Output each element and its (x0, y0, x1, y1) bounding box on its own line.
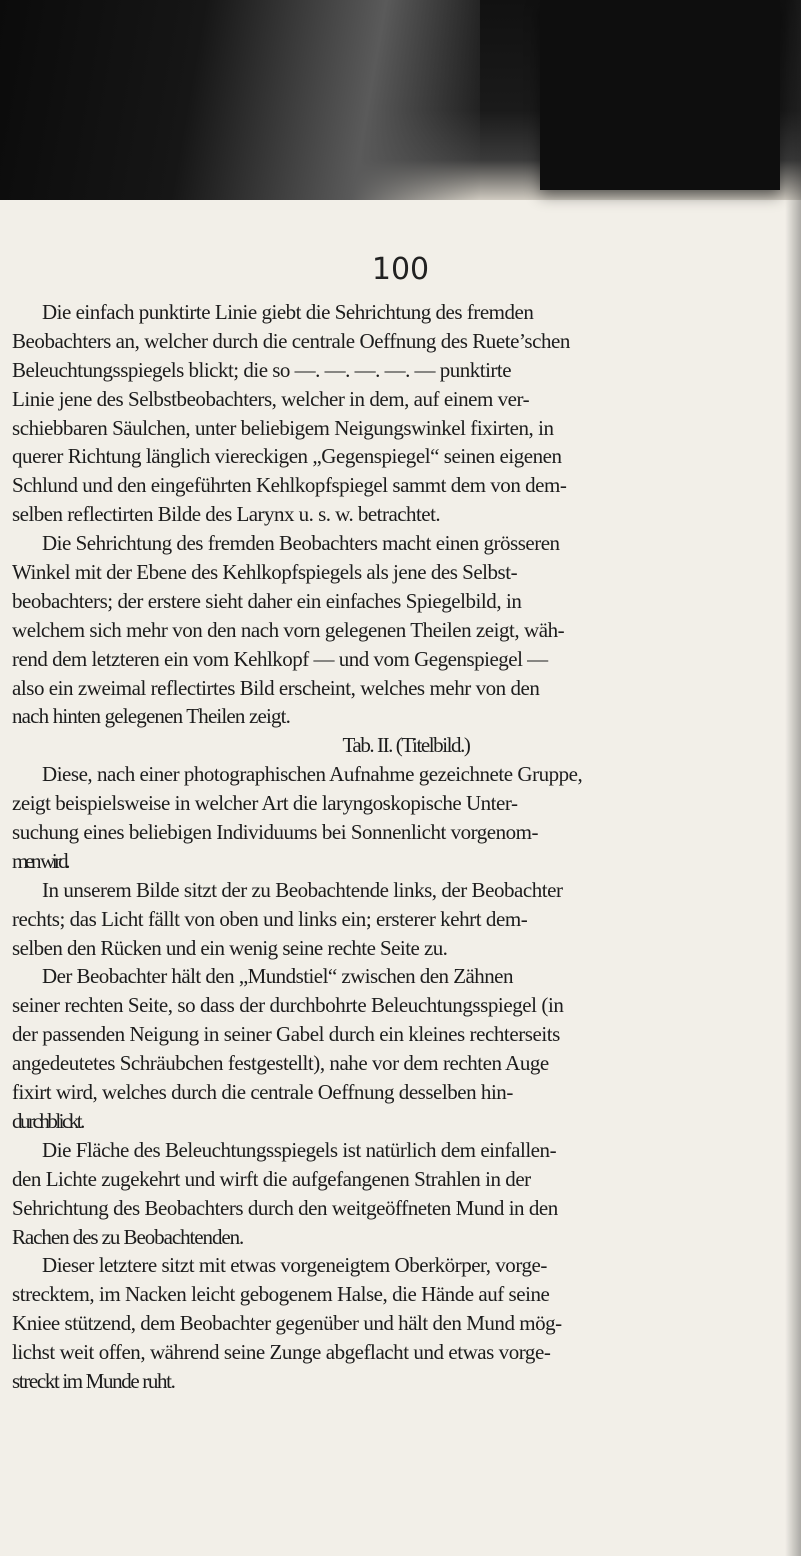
text-line: den Lichte zugekehrt und wirft die aufgefangenen Strahlen in der (12, 1166, 531, 1191)
text-line: Dieser letztere sitzt mit etwas vorgeneigtem Oberkörper, vorge- (42, 1253, 547, 1278)
text-line: Kniee stützend, dem Beobachter gegenüber und hält den Mund mög- (12, 1311, 562, 1336)
text-line: In unserem Bilde sitzt der zu Beobachtende links, der Beobachter (42, 877, 563, 902)
text-line: Winkel mit der Ebene des Kehlkopfspiegels als jene des Selbst- (12, 560, 518, 585)
text-line: nach hinten gelegenen Theilen zeigt. (12, 704, 291, 729)
text-line: angedeutetes Schräubchen festgestellt), nahe vor dem rechten Auge (12, 1051, 549, 1076)
text-line: rechts; das Licht fällt von oben und links ein; ersterer kehrt dem- (12, 906, 528, 931)
text-line: fixirt wird, welches durch die centrale Oeffnung desselben hin- (12, 1080, 513, 1105)
body-text (12, 298, 801, 1396)
text-line: strecktem, im Nacken leicht gebogenem Halse, die Hände auf seine (12, 1282, 550, 1307)
text-line: beobachters; der erstere sieht daher ein einfaches Spiegelbild, in (12, 588, 522, 613)
text-line: Der Beobachter hält den „Mundstiel“ zwischen den Zähnen (42, 964, 513, 989)
text-line: selben den Rücken und ein wenig seine rechte Seite zu. (12, 935, 448, 960)
text-line: Tab. II. (Titelbild.) (342, 733, 470, 758)
text-line: lichst weit offen, während seine Zunge abgeflacht und etwas vorge- (12, 1340, 551, 1365)
scan-dark-block (540, 0, 780, 190)
text-line: der passenden Neigung in seiner Gabel durch ein kleines rechterseits (12, 1022, 560, 1047)
text-line: zeigt beispielsweise in welcher Art die laryngoskopische Unter- (12, 791, 518, 816)
scan-shadow (0, 0, 480, 200)
text-line: Linie jene des Selbstbeobachters, welcher in dem, auf einem ver- (12, 386, 530, 411)
text-line: Rachen des zu Beobachtenden. (12, 1224, 244, 1249)
text-line: durchblickt. (12, 1108, 83, 1133)
text-line: Die Sehrichtung des fremden Beobachters macht einen grösseren (42, 531, 560, 556)
text-line: rend dem letzteren ein vom Kehlkopf — und vom Gegenspiegel — (12, 646, 548, 671)
text-line: Die einfach punktirte Linie giebt die Sehrichtung des fremden (42, 300, 534, 324)
text-line: selben reflectirten Bilde des Larynx u. s. w. betrachtet. (12, 502, 441, 527)
text-line: streckt im Munde ruht. (12, 1368, 175, 1393)
text-line: querer Richtung länglich viereckigen „Gegenspiegel“ seinen eigenen (12, 444, 562, 469)
text-line: Die Fläche des Beleuchtungsspiegels ist natürlich dem einfallen- (42, 1137, 557, 1162)
text-line: Beleuchtungsspiegels blickt; die so —. —. —. —. — punktirte (12, 357, 512, 382)
text-line: also ein zweimal reflectirtes Bild erscheint, welches mehr von den (12, 675, 540, 700)
text-line: seiner rechten Seite, so dass der durchbohrte Beleuchtungsspiegel (in (12, 993, 564, 1018)
text-line: suchung eines beliebigen Individuums bei Sonnenlicht vorgenom- (12, 820, 539, 845)
text-line: schiebbaren Säulchen, unter beliebigem Neigungswinkel fixirten, in (12, 415, 554, 440)
text-line: welchem sich mehr von den nach vorn gelegenen Theilen zeigt, wäh- (12, 617, 565, 642)
text-line: Schlund und den eingeführten Kehlkopfspiegel sammt dem von dem- (12, 473, 567, 498)
text-line: Diese, nach einer photographischen Aufnahme gezeichnete Gruppe, (42, 762, 583, 787)
text-line: Beobachters an, welcher durch die centrale Oeffnung des Ruete’schen (12, 328, 570, 353)
text-line: Sehrichtung des Beobachters durch den weitgeöffneten Mund in den (12, 1195, 558, 1220)
page-number: 100 (371, 252, 430, 287)
text-line: men wird. (12, 848, 68, 873)
